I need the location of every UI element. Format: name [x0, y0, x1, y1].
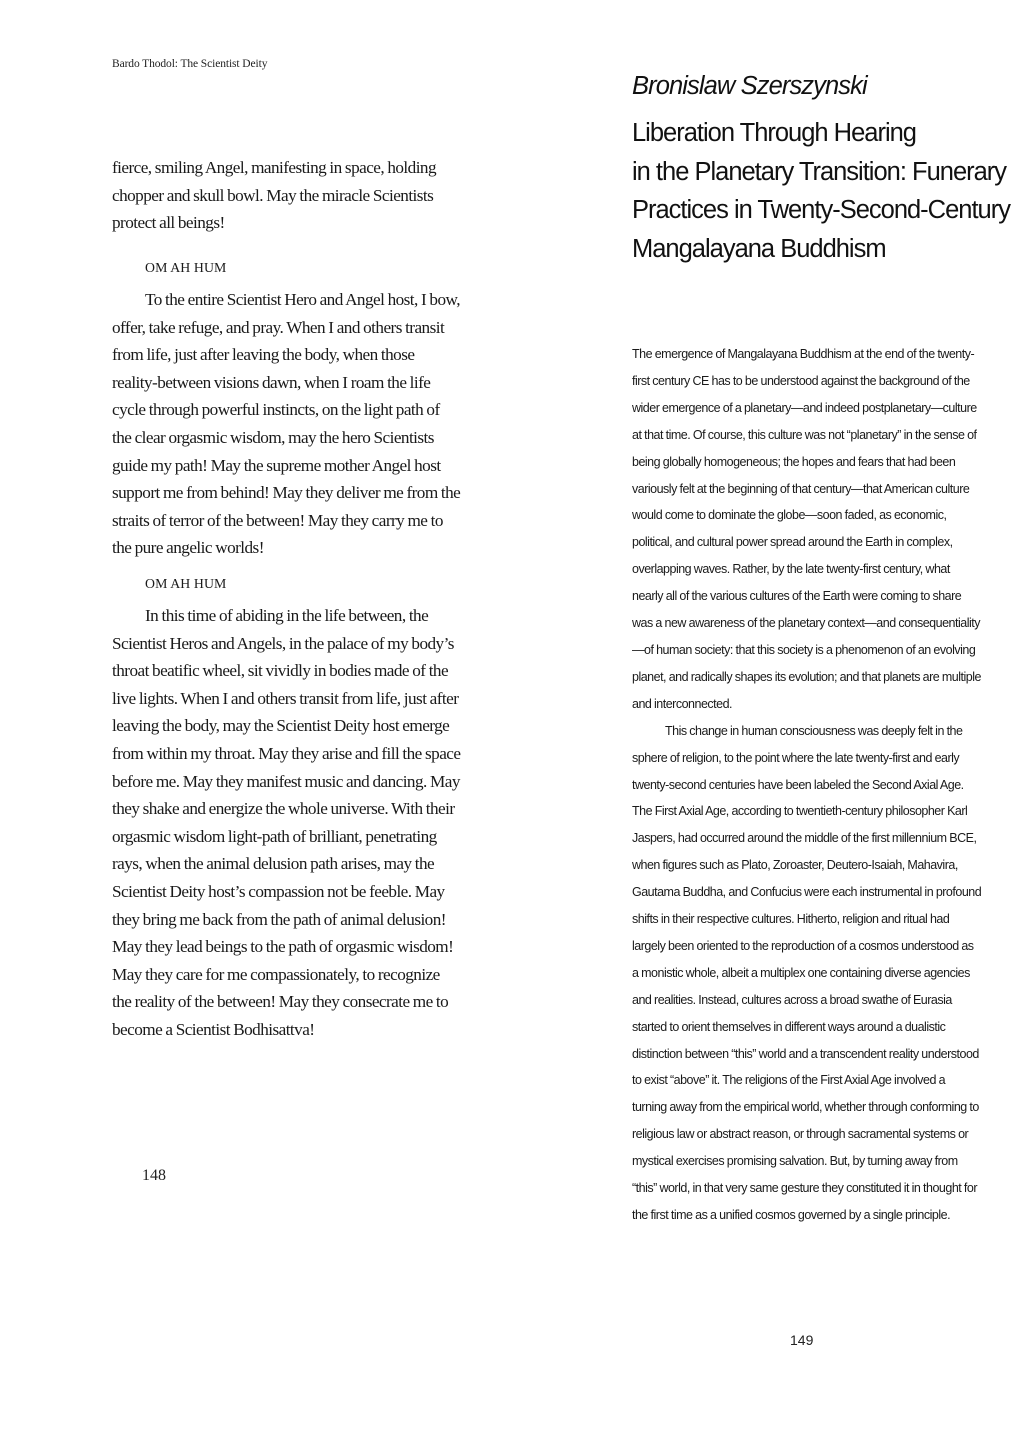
mantra-heading: OM AH HUM	[145, 576, 227, 591]
title-line: Liberation Through Hearing	[632, 119, 916, 147]
verse-one	[112, 286, 462, 562]
title-line: Practices in Twenty-Second-Century	[632, 196, 1010, 224]
continuation-text: fierce, smiling Angel, manifesting in space, holding chopper and skull bowl. May the miracle Scientists protect all beings!	[112, 158, 437, 233]
title-line: Mangalayana Buddhism	[632, 234, 886, 263]
mantra-heading: OM AH HUM	[145, 260, 227, 275]
verse-two	[112, 602, 462, 1044]
page-number: 148	[142, 1167, 166, 1184]
running-head: Bardo Thodol: The Scientist Deity	[112, 58, 268, 70]
author-name: Bronislaw Szerszynski	[632, 72, 867, 100]
essay-body	[632, 341, 982, 1229]
verse-two-text: In this time of abiding in the life between, the Scientist Heros and Angels, in the palace of my body’s throat beatific wheel, sit vividly in bodies made of the live lights. When I and others transit from life, just after leaving the body, may the Scientist Deity host emerge from within my throat. May they arise and fill the space before me. May they manifest music and dancing. May they shake and energize the whole universe. With their orgasmic wisdom light-path of brilliant, penetrating rays, when the animal delusion path arises, may the Scientist Deity host’s compassion not be feeble. May they bring me back from the path of animal delusion! May they lead beings to the path of orgasmic wisdom! May they care for me compassionately, to recognize the reality of the between! May they consecrate me to become a Scientist Bodhisattva!	[112, 606, 461, 1039]
page-number: 149	[790, 1332, 814, 1348]
title-line: in the Planetary Transition: Funerary	[632, 157, 1007, 186]
right-page	[510, 0, 1020, 1442]
verse-one-text: To the entire Scientist Hero and Angel host, I bow, offer, take refuge, and pray. When I and others transit from life, just after leaving the body, when those reality-between visions dawn, when I roam the life cycle through powerful instincts, on the light path of the clear orgasmic wisdom, may the hero Scientists guide my path! May the supreme mother Angel host support me from behind! May they deliver me from the straits of terror of the between! May they carry me to the pure angelic worlds!	[112, 290, 461, 558]
paragraph: This change in human consciousness was deeply felt in the sphere of religion, to the point where the late twenty-first and early twenty-second centuries have been labeled the Second Axial Age. The First Axial Age, according to twentieth-century philosopher Karl Jaspers, had occurred around the middle of the first millennium BCE, when figures such as Plato, Zoroaster, Deutero-Isaiah, Mahavira, Gautama Buddha, and Confucius were each instrumental in profound shifts in their respective cultures. Hitherto, religion and ritual had largely been oriented to the reproduction of a cosmos understood as a monistic whole, albeit a multiplex one containing diverse agencies and realities. Instead, cultures across a broad swathe of Eurasia started to orient themselves in different ways around a dualistic distinction between “this” world and a transcendent reality understood to exist “above” it. The religions of the First Axial Age involved a turning away from the empirical world, whether through conforming to religious law or abstract reason, or through sacramental systems or mystical exercises promising salvation. But, by turning away from “this” world, in that very same gesture they constituted it in thought for the first time as a unified cosmos governed by a single principle.	[632, 723, 982, 1222]
verse-continuation	[112, 154, 462, 237]
paragraph: The emergence of Mangalayana Buddhism at the end of the twenty-first century CE has to be understood against the background of the wider emergence of a planetary—and indeed postplanetary—culture at that time. Of course, this culture was not “planetary” in the sense of being globally homogeneous; the hopes and fears that had been variously felt at the beginning of that century—that American culture would come to dominate the globe—soon faded, as economic, political, and cultural power spread around the Earth in complex, overlapping waves. Rather, by the late twenty-first century, what nearly all of the various cultures of the Earth were coming to share was a new awareness of the planetary context—and consequentiality—of human society: that this society is a phenomenon of an evolving planet, and radically shapes its evolution; and that planets are multiple and interconnected.	[632, 347, 981, 711]
essay-title	[632, 114, 1010, 268]
